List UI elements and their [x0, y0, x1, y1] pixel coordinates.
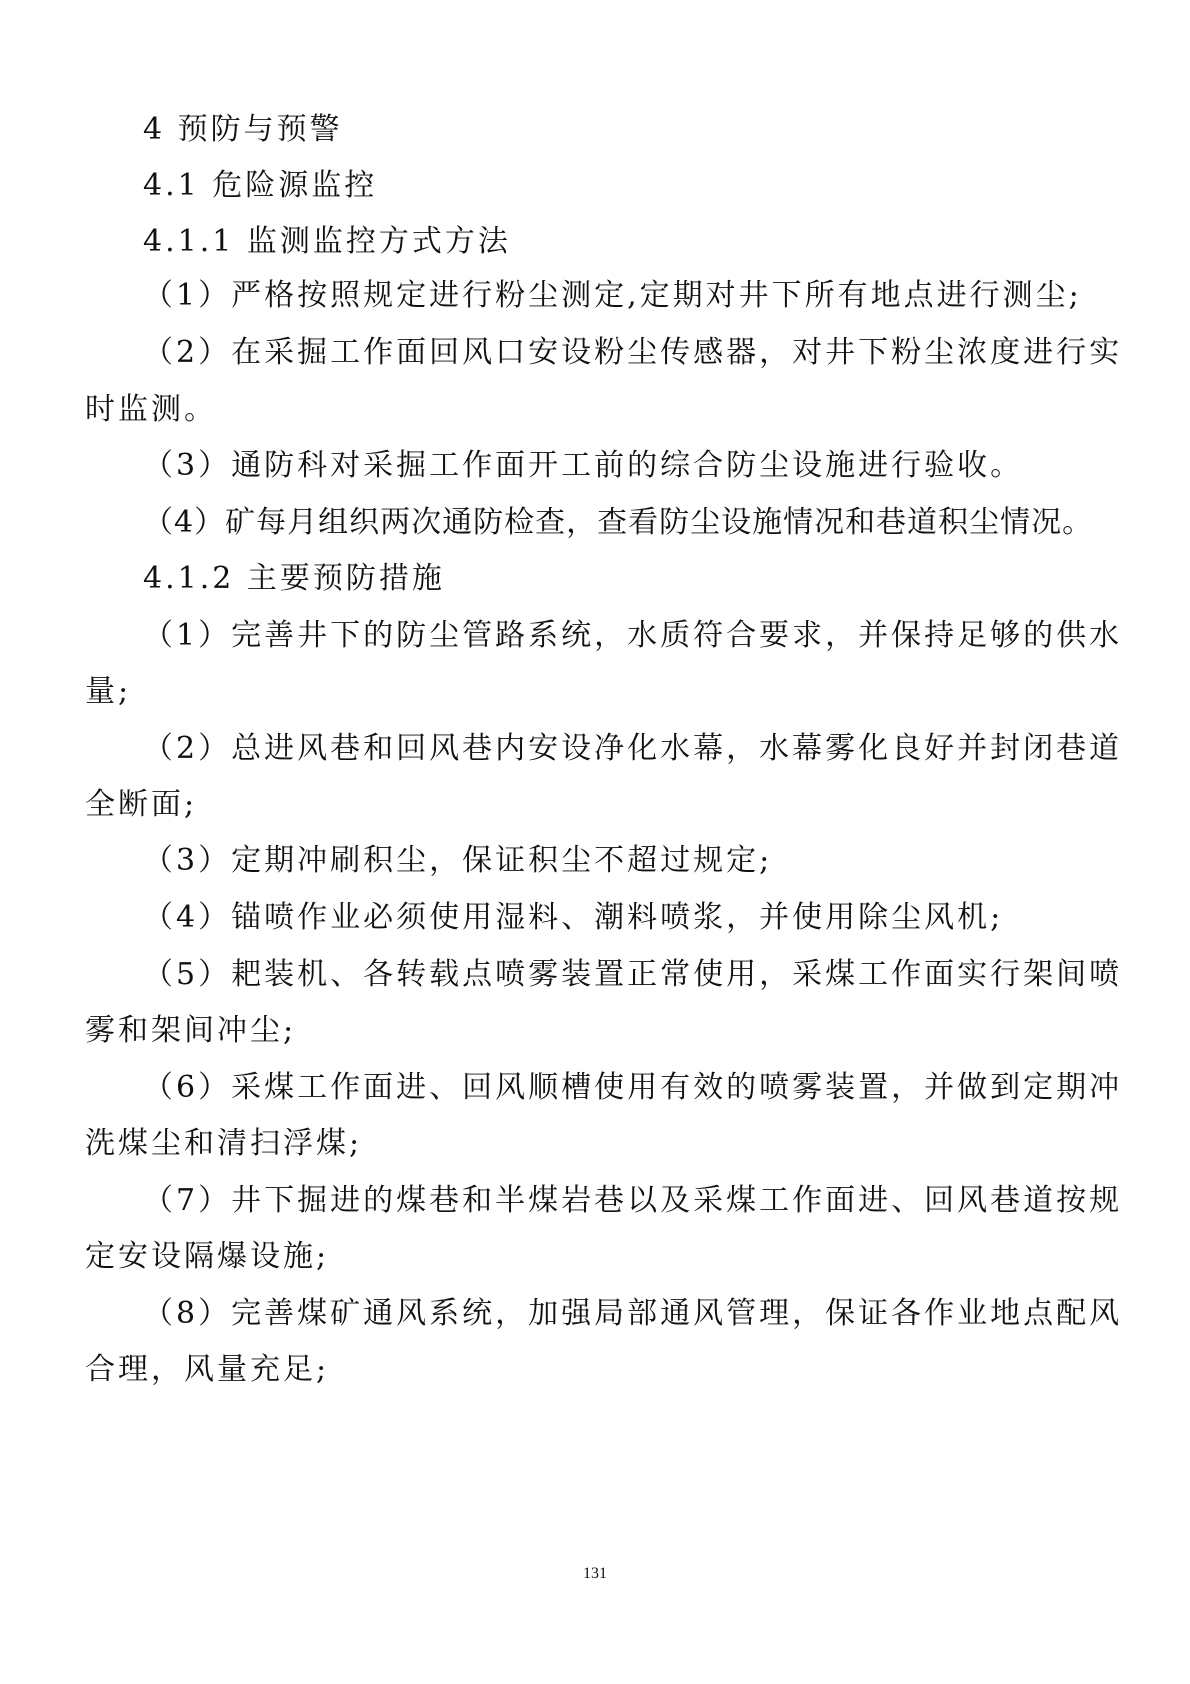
prevention-item-7-line-1: （7）井下掘进的煤巷和半煤岩巷以及采煤工作面进、回风巷道按规: [143, 1183, 1123, 1218]
page-number: 131: [583, 1565, 607, 1582]
monitoring-item-2-line-1: （2）在采掘工作面回风口安设粉尘传感器，对井下粉尘浓度进行实: [143, 335, 1123, 370]
prevention-item-6-line-2: 洗煤尘和清扫浮煤;: [85, 1126, 363, 1161]
monitoring-item-4: （4）矿每月组织两次通防检查，查看防尘设施情况和巷道积尘情况。: [143, 505, 1094, 540]
prevention-item-2-line-2: 全断面;: [85, 787, 198, 822]
heading-4: 4 预防与预警: [143, 112, 343, 147]
prevention-item-5-line-2: 雾和架间冲尘;: [85, 1013, 297, 1048]
prevention-item-8-line-2: 合理，风量充足;: [85, 1352, 330, 1387]
prevention-item-6-line-1: （6）采煤工作面进、回风顺槽使用有效的喷雾装置，并做到定期冲: [143, 1070, 1123, 1105]
heading-4-1-2: 4.1.2 主要预防措施: [143, 561, 445, 596]
prevention-item-8-line-1: （8）完善煤矿通风系统，加强局部通风管理，保证各作业地点配风: [143, 1296, 1123, 1331]
prevention-item-1-line-1: （1）完善井下的防尘管路系统，水质符合要求，并保持足够的供水: [143, 618, 1123, 653]
prevention-item-3: （3）定期冲刷积尘，保证积尘不超过规定;: [143, 843, 773, 878]
prevention-item-7-line-2: 定安设隔爆设施;: [85, 1239, 330, 1274]
prevention-item-1-line-2: 量;: [85, 674, 132, 709]
prevention-item-5-line-1: （5）耙装机、各转载点喷雾装置正常使用，采煤工作面实行架间喷: [143, 957, 1123, 992]
prevention-item-4: （4）锚喷作业必须使用湿料、潮料喷浆，并使用除尘风机;: [143, 900, 1004, 935]
monitoring-item-2-line-2: 时监测。: [85, 392, 217, 427]
monitoring-item-3: （3）通防科对采掘工作面开工前的综合防尘设施进行验收。: [143, 448, 1024, 483]
heading-4-1: 4.1 危险源监控: [143, 168, 378, 203]
monitoring-item-1: （1）严格按照规定进行粉尘测定,定期对井下所有地点进行测尘;: [143, 278, 1082, 313]
heading-4-1-1: 4.1.1 监测监控方式方法: [143, 224, 511, 259]
prevention-item-2-line-1: （2）总进风巷和回风巷内安设净化水幕，水幕雾化良好并封闭巷道: [143, 731, 1123, 766]
